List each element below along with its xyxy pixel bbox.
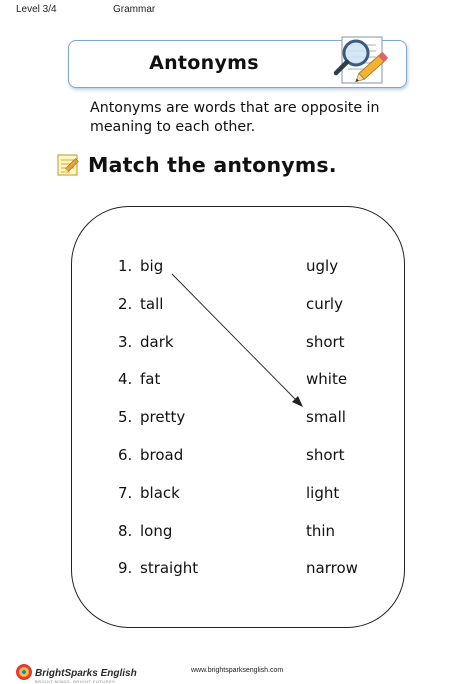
right-word: short [306, 446, 345, 464]
level-label: Level 3/4 [16, 4, 57, 15]
left-word: straight [140, 559, 199, 577]
item-number: 4. [118, 370, 133, 388]
right-word: thin [306, 522, 336, 540]
item-number: 7. [118, 484, 133, 502]
category-label: Grammar [113, 4, 156, 15]
page-title: Antonyms [149, 52, 259, 74]
item-number: 2. [118, 295, 133, 313]
right-word: narrow [306, 559, 358, 577]
left-word: broad [140, 446, 184, 464]
item-number: 5. [118, 408, 133, 426]
right-word: white [306, 370, 348, 388]
left-word: long [140, 522, 173, 540]
item-number: 1. [118, 257, 133, 275]
item-number: 3. [118, 333, 133, 351]
left-word: big [140, 257, 164, 275]
brand-tagline: BRIGHT MINDS, BRIGHT FUTURES [35, 679, 116, 684]
right-word: small [306, 408, 346, 426]
instruction-heading: Match the antonyms. [88, 153, 337, 177]
left-word: dark [140, 333, 174, 351]
intro-text: Antonyms are words that are opposite in meaning to each other. [90, 100, 380, 135]
brightsparks-logo-icon [14, 662, 34, 682]
left-word: black [140, 484, 180, 502]
right-word: short [306, 333, 345, 351]
item-number: 8. [118, 522, 133, 540]
right-word: light [306, 484, 340, 502]
footer-url: www.brightsparksenglish.com [191, 667, 284, 674]
left-word: fat [140, 370, 161, 388]
item-number: 9. [118, 559, 133, 577]
item-number: 6. [118, 446, 133, 464]
left-word: pretty [140, 408, 186, 426]
left-word: tall [140, 295, 164, 313]
right-word: ugly [306, 257, 339, 275]
brand-name: BrightSparks English [35, 668, 137, 679]
right-word: curly [306, 295, 343, 313]
